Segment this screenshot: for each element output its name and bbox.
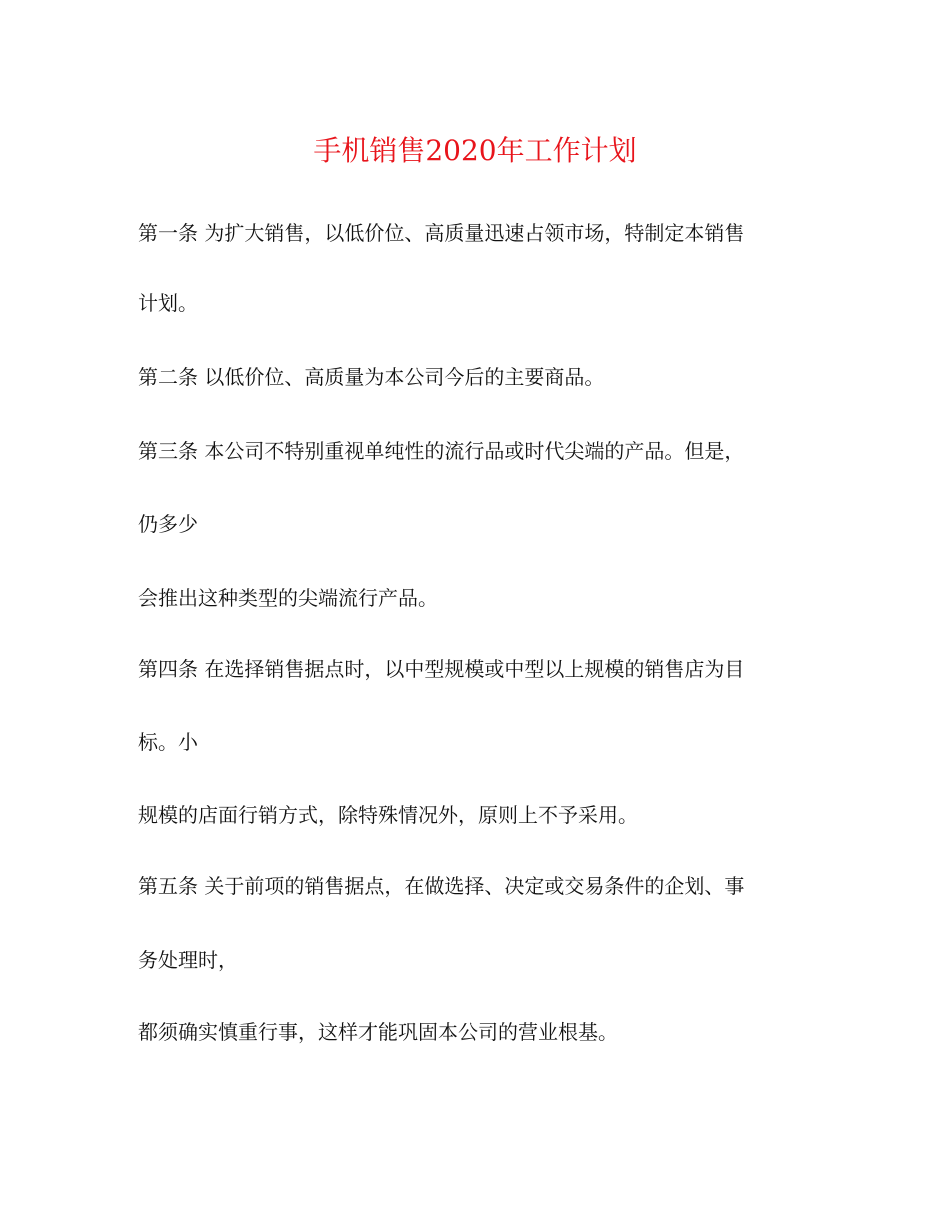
paragraph-line: 第四条 在选择销售据点时，以中型规模或中型以上规模的销售店为目 bbox=[138, 657, 745, 681]
paragraph-line: 第五条 关于前项的销售据点，在做选择、决定或交易条件的企划、事 bbox=[138, 874, 745, 898]
paragraph-line: 第一条 为扩大销售，以低价位、高质量迅速占领市场，特制定本销售 bbox=[138, 221, 745, 245]
paragraph-line: 标。小 bbox=[138, 730, 198, 754]
paragraph-line: 规模的店面行销方式，除特殊情况外，原则上不予采用。 bbox=[138, 803, 638, 827]
paragraph-line: 第二条 以低价位、高质量为本公司今后的主要商品。 bbox=[138, 365, 605, 389]
paragraph-line: 会推出这种类型的尖端流行产品。 bbox=[138, 586, 438, 610]
paragraph-line: 务处理时， bbox=[138, 948, 238, 972]
paragraph-line: 都须确实慎重行事，这样才能巩固本公司的营业根基。 bbox=[138, 1020, 618, 1044]
paragraph-line: 第三条 本公司不特别重视单纯性的流行品或时代尖端的产品。但是， bbox=[138, 439, 745, 463]
paragraph-line: 计划。 bbox=[138, 291, 198, 315]
paragraph-line: 仍多少 bbox=[138, 512, 198, 536]
document-title: 手机销售2020年工作计划 bbox=[313, 134, 637, 167]
